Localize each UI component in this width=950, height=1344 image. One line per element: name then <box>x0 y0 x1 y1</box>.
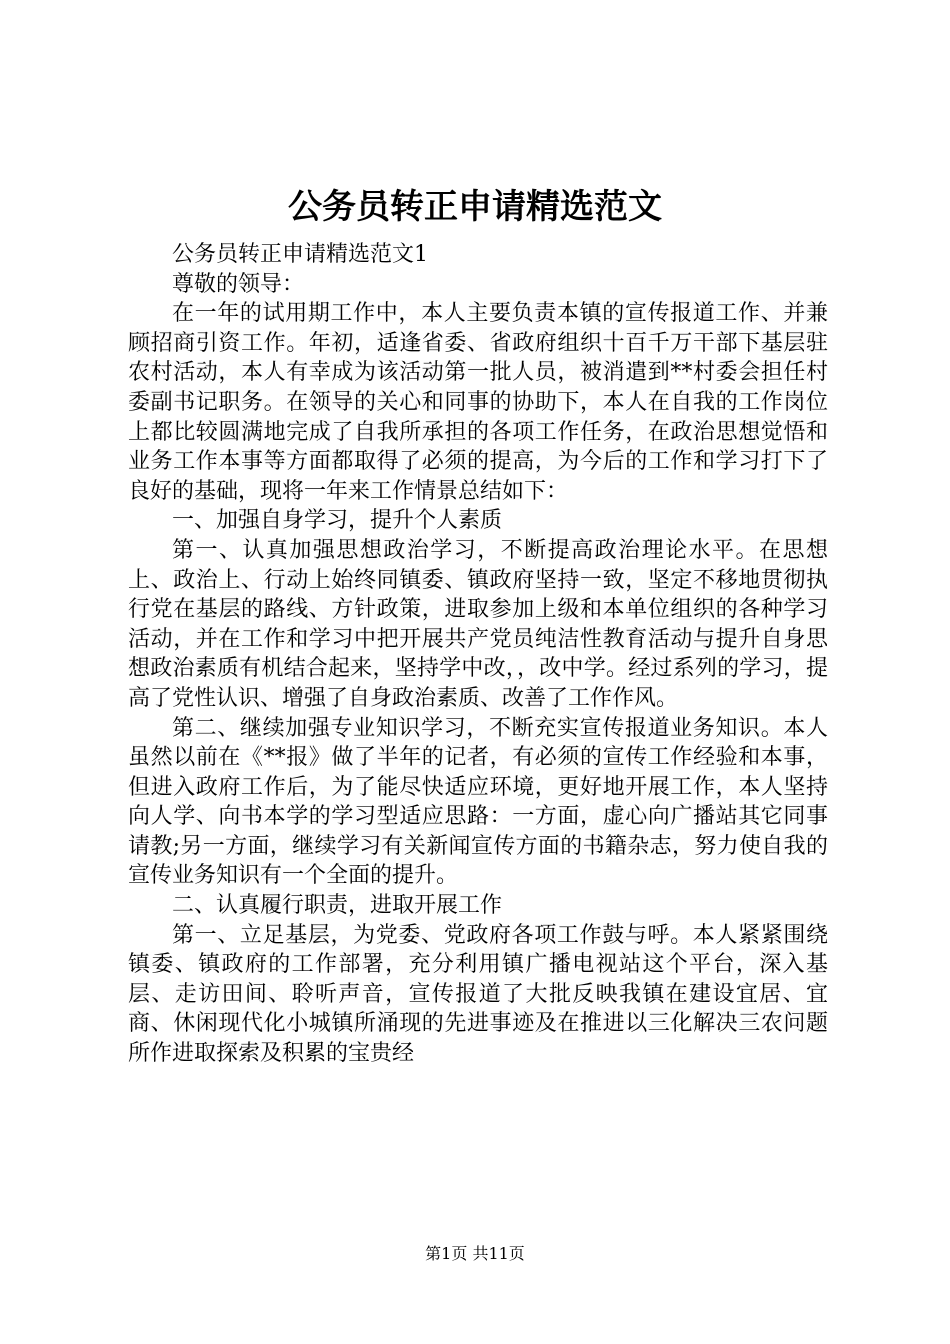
document-body <box>128 240 828 1069</box>
paragraph: 公务员转正申请精选范文1 <box>172 242 428 267</box>
section-heading: 二、认真履行职责，进取开展工作 <box>172 893 503 919</box>
section-heading: 一、加强自身学习，提升个人素质 <box>172 508 503 534</box>
document-title: 公务员转正申请精选范文 <box>288 187 662 227</box>
paragraph: 第一、认真加强思想政治学习，不断提高政治理论水平。在思想上、政治上、行动上始终同镇委、镇政府坚持一致，坚定不移地贯彻执行党在基层的路线、方针政策，进取参加上级和本单位组织的各种学习活动，并在工作和学习中把开展共产党员纯洁性教育活动与提升自身思想政治素质有机结合起来，坚持学中改，，改中学。经过系列的学习，提高了党性认识、增强了自身政治素质、改善了工作作风。 <box>128 537 828 711</box>
page-footer: 第1页 共11页 <box>425 1244 525 1263</box>
paragraph: 第一、立足基层，为党委、党政府各项工作鼓与呼。本人紧紧围绕镇委、镇政府的工作部署，充分利用镇广播电视站这个平台，深入基层、走访田间、聆听声音，宣传报道了大批反映我镇在建设宜居、宜商、休闲现代化小城镇所涌现的先进事迹及在推进以三化解决三农问题所作进取探索及积累的宝贵经 <box>128 922 828 1067</box>
paragraph: 尊敬的领导： <box>172 271 305 297</box>
paragraph: 第二、继续加强专业知识学习，不断充实宣传报道业务知识。本人虽然以前在《**报》做了半年的记者，有必须的宣传工作经验和本事，但进入政府工作后，为了能尽快适应环境，更好地开展工作，本人坚持向人学、向书本学的学习型适应思路：一方面，虚心向广播站其它同事请教;另一方面，继续学习有关新闻宣传方面的书籍杂志，努力使自我的宣传业务知识有一个全面的提升。 <box>128 715 828 889</box>
paragraph: 在一年的试用期工作中，本人主要负责本镇的宣传报道工作、并兼顾招商引资工作。年初，适逢省委、省政府组织十百千万干部下基层驻农村活动，本人有幸成为该活动第一批人员，被消遣到**村委会担任村委副书记职务。在领导的关心和同事的协助下，本人在自我的工作岗位上都比较圆满地完成了自我所承担的各项工作任务，在政治思想觉悟和业务工作本事等方面都取得了必须的提高，为今后的工作和学习打下了良好的基础，现将一年来工作情景总结如下： <box>128 301 828 504</box>
